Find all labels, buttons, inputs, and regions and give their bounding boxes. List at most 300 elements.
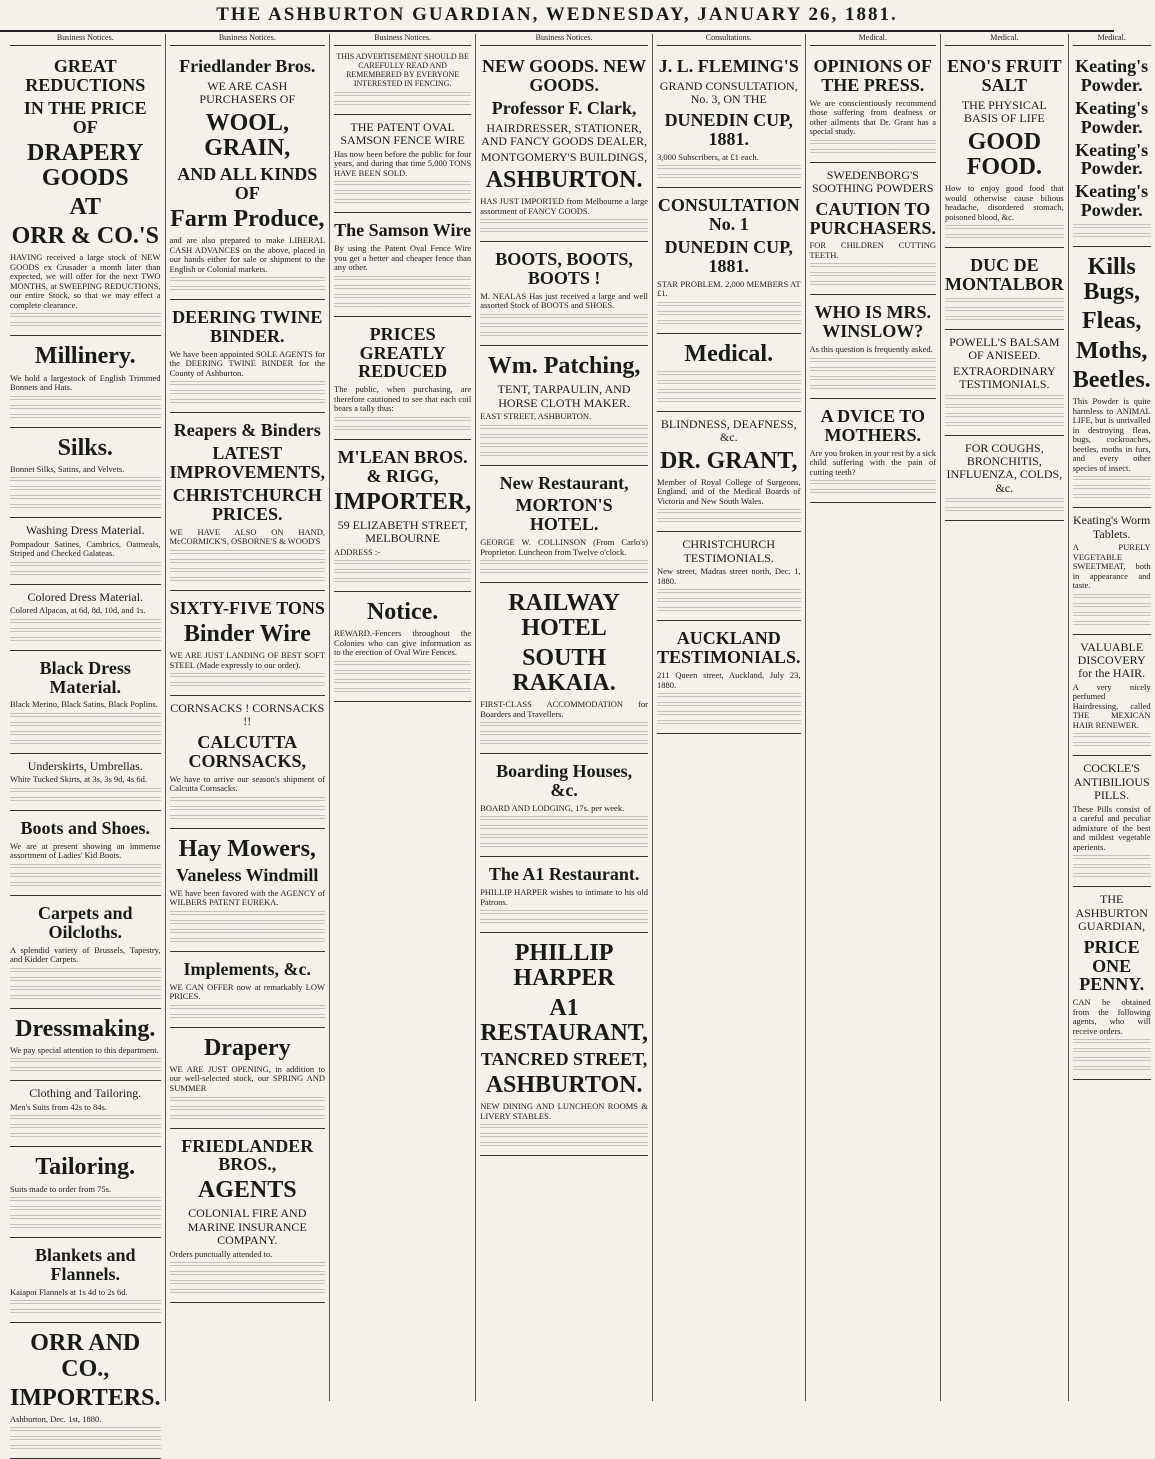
advertisement — [657, 49, 801, 188]
ad-body: Men's Suits from 42s to 84s. — [10, 1101, 107, 1112]
ad-heading: Blankets and Flannels. — [34, 1245, 136, 1284]
text-filler — [1073, 1066, 1151, 1072]
text-filler — [1073, 864, 1151, 870]
ad-heading: A DVICE TO MOTHERS. — [820, 405, 925, 445]
advertisement — [1073, 247, 1151, 508]
text-filler — [657, 702, 801, 708]
text-filler — [10, 995, 161, 1001]
advertisement — [657, 621, 801, 734]
ad-body: Member of Royal College of Surgeons, England, and of the Medical Boards of Victoria and New South Wales. — [656, 476, 801, 506]
ad-body: Suits made to order from 75s. — [10, 1183, 112, 1194]
text-filler — [10, 313, 161, 319]
ad-heading: Moths, — [1076, 337, 1148, 364]
text-filler — [170, 911, 326, 917]
ad-heading: SIXTY-FIVE TONS — [169, 597, 325, 618]
column-1 — [6, 33, 166, 1424]
advertisement — [480, 242, 648, 346]
ad-heading: Vaneless Windmill — [176, 864, 319, 885]
text-filler — [10, 882, 161, 888]
advertisement — [10, 336, 161, 427]
ad-heading: LATEST IMPROVEMENTS, — [169, 443, 326, 483]
ad-heading: New Restaurant, — [499, 472, 629, 493]
advertisement — [10, 585, 161, 651]
text-filler — [657, 311, 801, 317]
text-filler — [170, 673, 326, 679]
ad-heading: PRICE ONE PENNY. — [1079, 936, 1145, 995]
advertisement — [170, 829, 326, 952]
ad-heading: COCKLE'S ANTIBILIOUS PILLS. — [1073, 761, 1150, 803]
advertisement — [480, 49, 648, 242]
text-filler — [1073, 233, 1151, 239]
text-filler — [334, 661, 471, 667]
text-filler — [334, 670, 471, 676]
text-filler — [334, 560, 471, 566]
advertisement — [334, 440, 471, 592]
ad-heading: EXTRAORDINARY TESTIMONIALS. — [953, 363, 1056, 392]
ad-body: By using the Patent Oval Fence Wire you get a better and cheaper fence than any other. — [334, 243, 472, 273]
ad-body: Kaiapoi Flannels at 1s 4d to 2s 6d. — [10, 1286, 128, 1297]
ad-body: The public, when purchasing, are therefore cautioned to see that each coil bears a tally thus: — [334, 384, 472, 414]
advertisement — [945, 49, 1064, 248]
text-filler — [945, 316, 1064, 322]
ad-body: We have to arrive our season's shipment of Calcutta Cornsacks. — [169, 773, 326, 794]
ad-body: We are at present showing an immense assortment of Ladies' Kid Boots. — [10, 840, 161, 861]
advertisement — [1073, 756, 1151, 887]
ad-heading: Millinery. — [34, 343, 136, 370]
text-filler — [10, 414, 161, 420]
text-filler — [170, 1262, 326, 1268]
advertisement — [657, 412, 801, 533]
text-filler — [170, 1271, 326, 1277]
ad-heading: SWEDENBORG'S SOOTHING POWDERS — [811, 167, 934, 196]
ad-heading: THIS ADVERTISEMENT SHOULD BE CAREFULLY READ AND REMEMBERED BY EVERYONE INTERESTED IN FENCING. — [336, 51, 469, 88]
ad-heading: 59 ELIZABETH STREET, MELBOURNE — [337, 517, 468, 546]
ad-body: GEORGE W. COLLINSON (From Carlo's) Proprietor. Luncheon from Twelve o'clock. — [480, 537, 648, 557]
ad-heading: Washing Dress Material. — [25, 523, 145, 538]
text-filler — [480, 1124, 648, 1130]
ad-heading: DUC DE MONTALBOR — [945, 255, 1064, 294]
text-filler — [334, 199, 471, 205]
text-filler — [10, 1215, 161, 1221]
text-filler — [334, 569, 471, 575]
text-filler — [1073, 1048, 1151, 1054]
text-filler — [10, 1115, 161, 1121]
text-filler — [657, 389, 801, 395]
ad-heading: PHILLIP HARPER — [513, 940, 615, 992]
text-filler — [810, 489, 937, 495]
advertisement — [10, 1009, 161, 1082]
ad-body: WE ARE JUST OPENING, in addition to our well-selected stock, our SPRING AND SUMMER — [169, 1063, 326, 1093]
ad-heading: IMPORTER, — [334, 488, 472, 515]
ad-body: FIRST-CLASS ACCOMMODATION for Boarders and Travellers. — [480, 699, 648, 719]
advertisement — [657, 532, 801, 621]
text-filler — [170, 797, 326, 803]
ad-heading: Drapery — [203, 1034, 291, 1061]
text-filler — [334, 276, 471, 282]
column-3 — [330, 34, 476, 1401]
text-filler — [480, 910, 648, 916]
ad-heading: Notice. — [366, 599, 439, 626]
text-filler — [10, 628, 161, 634]
ad-heading: Friedlander Bros. — [179, 55, 316, 76]
text-filler — [945, 498, 1064, 504]
text-filler — [657, 398, 801, 404]
text-filler — [1073, 855, 1151, 861]
text-filler — [10, 797, 161, 803]
ad-heading: Dressmaking. — [15, 1015, 156, 1042]
advertisement — [334, 115, 471, 213]
text-filler — [480, 219, 648, 225]
advertisement — [10, 754, 161, 811]
advertisement — [170, 413, 326, 590]
ad-heading: Carpets and Oilcloths. — [38, 902, 133, 942]
text-filler — [657, 174, 801, 180]
ad-body: Bonnet Silks, Satins, and Velvets. — [10, 463, 125, 474]
text-filler — [810, 376, 937, 382]
text-filler — [10, 1224, 161, 1230]
ad-heading: COLONIAL FIRE AND MARINE INSURANCE COMPANY. — [187, 1206, 307, 1248]
ad-body: REWARD.-Fencers throughout the Colonies who can give information as to the erection of Oval Wire Fences. — [334, 628, 472, 658]
ad-heading: A1 RESTAURANT, — [480, 994, 648, 1046]
ad-heading: Silks. — [57, 434, 113, 461]
text-filler — [945, 413, 1064, 419]
text-filler — [334, 578, 471, 584]
advertisement — [810, 399, 937, 503]
ad-heading: BOOTS, BOOTS, BOOTS ! — [495, 249, 633, 289]
text-filler — [334, 285, 471, 291]
text-filler — [10, 713, 161, 719]
text-filler — [10, 1058, 161, 1064]
ad-body: PHILLIP HARPER wishes to intimate to his old Patrons. — [480, 887, 648, 907]
text-filler — [480, 569, 648, 575]
text-filler — [657, 607, 801, 613]
ad-body: ADDRESS :- — [334, 546, 381, 557]
ad-heading: Black Dress Material. — [39, 657, 131, 697]
text-filler — [170, 1014, 326, 1020]
text-filler — [1073, 603, 1151, 609]
advertisement — [1073, 49, 1151, 247]
text-filler — [480, 425, 648, 431]
ad-body: Has now been before the public for four years, and during that time 5,000 TONS HAVE BEEN SOLD. — [334, 148, 472, 178]
column-5 — [653, 34, 806, 1401]
column-8 — [1069, 34, 1155, 1401]
text-filler — [657, 693, 801, 699]
column-header: Business Notices. — [334, 34, 471, 46]
text-filler — [170, 559, 326, 565]
ad-heading: HAIRDRESSER, STATIONER, AND FANCY GOODS DEALER, — [481, 120, 648, 149]
text-filler — [810, 272, 937, 278]
text-filler — [10, 1309, 161, 1315]
ad-heading: BLINDNESS, DEAFNESS, &c. — [660, 416, 797, 445]
ad-heading: IMPORTERS. — [10, 1384, 161, 1411]
text-filler — [10, 1427, 161, 1433]
text-filler — [10, 1436, 161, 1442]
ad-body: A PURELY VEGETABLE SWEETMEAT, both in appearance and taste. — [1072, 542, 1151, 591]
ad-heading: WE ARE CASH PURCHASERS OF — [199, 78, 296, 107]
advertisement — [170, 696, 326, 829]
ad-heading: ASHBURTON. — [485, 1071, 643, 1098]
ad-heading: MONTGOMERY'S BUILDINGS, — [481, 149, 648, 164]
ad-body: Pompadour Satines, Cambrics, Oatmeals, Striped and Checked Galateas. — [10, 538, 161, 559]
text-filler — [657, 598, 801, 604]
text-filler — [170, 806, 326, 812]
text-filler — [10, 740, 161, 746]
ad-heading: GREAT REDUCTIONS — [25, 55, 146, 95]
text-filler — [810, 140, 937, 146]
ad-heading: AT — [69, 193, 102, 220]
advertisement — [10, 651, 161, 754]
ad-body: EAST STREET, ASHBURTON. — [480, 411, 592, 422]
text-filler — [945, 298, 1064, 304]
ad-heading: CAUTION TO PURCHASERS. — [809, 198, 937, 238]
ad-heading: POWELL'S BALSAM OF ANISEED. — [949, 334, 1060, 363]
text-filler — [10, 477, 161, 483]
ad-heading: CONSULTATION No. 1 — [657, 195, 800, 234]
advertisement — [170, 1028, 326, 1129]
advertisement — [334, 317, 471, 440]
advertisement — [657, 188, 801, 334]
ad-heading: DUNEDIN CUP, 1881. — [664, 109, 793, 149]
text-filler — [10, 486, 161, 492]
ad-heading: CHRISTCHURCH TESTIMONIALS. — [682, 537, 776, 565]
ad-heading: J. L. FLEMING'S — [658, 55, 799, 76]
advertisement — [10, 1323, 161, 1459]
advertisement — [10, 1081, 161, 1147]
advertisement — [170, 1129, 326, 1304]
text-filler — [334, 190, 471, 196]
text-filler — [334, 303, 471, 309]
text-filler — [10, 637, 161, 643]
masthead: THE ASHBURTON GUARDIAN, WEDNESDAY, JANUARY 26, 1881. — [0, 0, 1114, 32]
text-filler — [657, 302, 801, 308]
text-filler — [170, 568, 326, 574]
text-filler — [170, 682, 326, 688]
ad-heading: CORNSACKS ! CORNSACKS !! — [170, 701, 325, 729]
text-filler — [657, 720, 801, 726]
ad-body: 3,000 Subscribers, at £1 each. — [656, 151, 759, 162]
text-filler — [10, 495, 161, 501]
text-filler — [10, 1300, 161, 1306]
text-filler — [10, 504, 161, 510]
text-filler — [10, 1197, 161, 1203]
ad-body: NEW DINING AND LUNCHEON ROOMS & LIVERY STABLES. — [480, 1101, 648, 1121]
text-filler — [170, 1106, 326, 1112]
ad-heading: WHO IS MRS. WINSLOW? — [814, 302, 932, 342]
text-filler — [480, 843, 648, 849]
advertisement — [657, 334, 801, 412]
ad-heading: ORR AND CO., — [30, 1330, 141, 1382]
ad-heading: Fleas, — [1082, 308, 1142, 335]
advertisement — [810, 295, 937, 398]
ad-heading: ASHBURTON. — [485, 166, 643, 193]
text-filler — [10, 322, 161, 328]
text-filler — [945, 234, 1064, 240]
ad-heading: GRAND CONSULTATION, No. 3, ON THE — [659, 78, 798, 107]
text-filler — [1073, 742, 1151, 748]
text-filler — [10, 619, 161, 625]
text-filler — [170, 577, 326, 583]
text-filler — [10, 405, 161, 411]
text-filler — [170, 1115, 326, 1121]
text-filler — [1073, 594, 1151, 600]
text-filler — [170, 929, 326, 935]
ad-heading: OPINIONS OF THE PRESS. — [813, 55, 933, 95]
advertisement — [480, 933, 648, 1156]
ad-body: As this question is frequently asked. — [809, 344, 933, 355]
text-filler — [657, 380, 801, 386]
advertisement — [334, 592, 471, 702]
text-filler — [334, 679, 471, 685]
text-filler — [657, 589, 801, 595]
ad-heading: Farm Produce, — [170, 205, 325, 232]
ad-heading: DR. GRANT, — [659, 447, 798, 474]
ad-body: HAS JUST IMPORTED from Melbourne a large assortment of FANCY GOODS. — [480, 196, 648, 216]
ad-heading: Wm. Patching, — [487, 352, 641, 379]
ad-body: White Tucked Skirts, at 3s, 3s 9d, 4s 6d. — [10, 774, 147, 785]
text-filler — [480, 740, 648, 746]
ad-heading: DUNEDIN CUP, 1881. — [664, 236, 793, 276]
text-filler — [10, 396, 161, 402]
ad-heading: PRICES GREATLY REDUCED — [358, 323, 448, 382]
ad-body: Are you broken in your rest by a sick child suffering with the pain of cutting teeth? — [809, 447, 937, 477]
ad-heading: FRIEDLANDER BROS., — [181, 1135, 314, 1175]
text-filler — [810, 367, 937, 373]
text-filler — [10, 977, 161, 983]
text-filler — [170, 399, 326, 405]
advertisement — [10, 811, 161, 896]
ad-heading: Implements, &c. — [183, 958, 312, 979]
text-filler — [810, 149, 937, 155]
text-filler — [170, 286, 326, 292]
text-filler — [1073, 485, 1151, 491]
ad-heading: Keating's Powder. — [1075, 97, 1149, 137]
text-filler — [657, 320, 801, 326]
advertisement — [10, 518, 161, 584]
ad-heading: Professor F. Clark, — [491, 97, 637, 118]
text-filler — [1073, 612, 1151, 618]
ad-heading: WOOL, GRAIN, — [204, 109, 291, 161]
text-filler — [170, 277, 326, 283]
ad-heading: Beetles. — [1072, 366, 1151, 393]
ad-body: STAR PROBLEM. 2,000 MEMBERS AT £1. — [656, 278, 801, 299]
ad-heading: SOUTH RAKAIA. — [512, 644, 616, 696]
ad-body: How to enjoy good food that would otherwise cause bilious headache, disordered stomach, poisoned blood, &c. — [945, 182, 1064, 222]
text-filler — [170, 1289, 326, 1295]
ad-heading: Underskirts, Umbrellas. — [27, 759, 143, 773]
ad-body: WE ARE JUST LANDING OF BEST SOFT STEEL (Made expressly to our order). — [169, 650, 326, 670]
column-header: Medical. — [810, 34, 937, 46]
ad-body: We have been appointed SOLE AGENTS for the DEERING TWINE BINDER for the County of Ashburton. — [169, 348, 326, 378]
text-filler — [480, 434, 648, 440]
ad-body: This Powder is quite harmless to ANIMAL LIFE, but is unrivalled in destroying fleas, bugs, cockroaches, beetles, moths in furs, and every other species of insect. — [1072, 396, 1151, 473]
advertisement — [945, 248, 1064, 330]
advertisement — [480, 583, 648, 754]
text-filler — [170, 390, 326, 396]
ad-heading: RAILWAY HOTEL — [508, 590, 620, 642]
text-filler — [657, 509, 801, 515]
ad-heading: THE PATENT OVAL SAMSON FENCE WIRE — [340, 119, 465, 148]
ad-body: We hold a largestock of English Trimmed Bonnets and Hats. — [10, 372, 161, 393]
text-filler — [480, 452, 648, 458]
ad-heading: Kills Bugs, — [1083, 254, 1141, 306]
text-filler — [170, 920, 326, 926]
advertisement — [10, 896, 161, 1009]
advertisement — [810, 49, 937, 163]
ad-heading: Reapers & Binders — [173, 420, 321, 441]
text-filler — [10, 968, 161, 974]
text-filler — [10, 873, 161, 879]
text-filler — [1073, 1057, 1151, 1063]
ad-body: We pay special attention to this department. — [10, 1044, 159, 1055]
text-filler — [334, 417, 471, 423]
text-filler — [170, 1097, 326, 1103]
ad-heading: Keating's Powder. — [1075, 139, 1149, 179]
advertisement — [170, 300, 326, 413]
text-filler — [334, 688, 471, 694]
ad-heading: Boarding Houses, &c. — [496, 761, 633, 800]
ad-heading: Tailoring. — [35, 1154, 136, 1181]
text-filler — [480, 1142, 648, 1148]
text-filler — [480, 323, 648, 329]
ad-heading: Boots and Shoes. — [20, 817, 151, 838]
text-filler — [945, 404, 1064, 410]
text-filler — [945, 307, 1064, 313]
text-filler — [810, 263, 937, 269]
text-filler — [334, 181, 471, 187]
text-filler — [170, 550, 326, 556]
ad-body: and are also prepared to make LIBERAL CASH ADVANCES on the above, placed in our hands either for sale or shipment to the English or Colonial markets. — [169, 235, 326, 274]
ad-heading: CHRISTCHURCH PRICES. — [172, 485, 322, 525]
text-filler — [170, 1005, 326, 1011]
ad-heading: AND ALL KINDS OF — [177, 164, 318, 203]
ad-body: WE have been favored with the AGENCY of WILBERS PATENT EUREKA. — [169, 887, 326, 908]
text-filler — [170, 381, 326, 387]
ad-body: WE CAN OFFER now at remarkably LOW PRICES. — [169, 981, 326, 1002]
text-filler — [810, 358, 937, 364]
ad-heading: The Samson Wire — [334, 220, 472, 241]
advertisement — [480, 346, 648, 466]
advertisement — [170, 49, 326, 300]
ad-heading: MORTON'S HOTEL. — [515, 495, 613, 535]
text-filler — [480, 443, 648, 449]
ad-body: Black Merino, Black Satins, Black Poplins. — [10, 699, 158, 710]
text-filler — [945, 395, 1064, 401]
text-filler — [480, 834, 648, 840]
text-filler — [10, 788, 161, 794]
ad-heading: FOR COUGHS, BRONCHITIS, INFLUENZA, COLDS, &c. — [946, 440, 1063, 495]
text-filler — [10, 562, 161, 568]
ad-heading: NEW GOODS. NEW GOODS. — [481, 55, 647, 95]
text-filler — [10, 1206, 161, 1212]
advertisement — [1073, 635, 1151, 757]
text-filler — [480, 228, 648, 234]
column-header: Business Notices. — [170, 34, 326, 46]
advertisement — [480, 857, 648, 933]
ad-body: These Pills consist of a careful and peculiar admixture of the best and mildest vegetable aperients. — [1072, 803, 1151, 852]
ad-heading: Hay Mowers, — [178, 835, 316, 862]
ad-body: BOARD AND LODGING, 17s. per week. — [480, 802, 625, 813]
text-filler — [1073, 476, 1151, 482]
ad-heading: IN THE PRICE OF — [23, 97, 147, 137]
ad-heading: Medical. — [684, 340, 774, 367]
text-filler — [480, 722, 648, 728]
advertisement — [334, 49, 471, 115]
ad-heading: DEERING TWINE BINDER. — [172, 307, 323, 347]
text-filler — [10, 571, 161, 577]
text-filler — [334, 294, 471, 300]
text-filler — [1073, 224, 1151, 230]
text-filler — [1073, 621, 1151, 627]
